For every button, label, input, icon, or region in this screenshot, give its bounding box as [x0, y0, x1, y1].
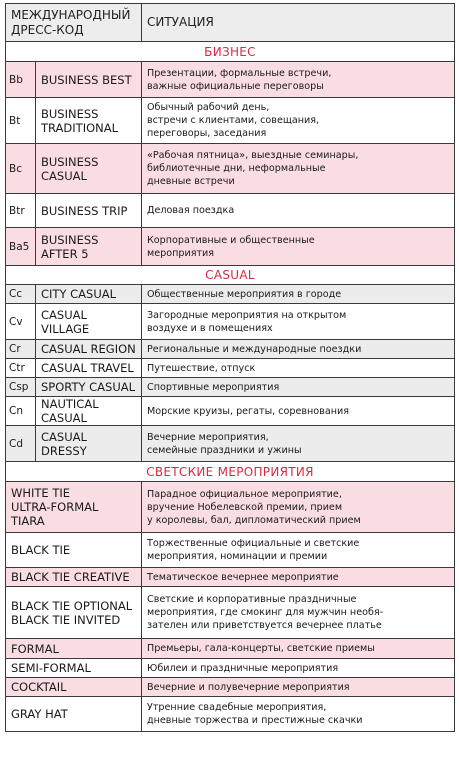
section-title: СВЕТСКИЕ МЕРОПРИЯТИЯ: [6, 462, 455, 482]
dress-code-name: SEMI-FORMAL: [6, 659, 142, 678]
dress-code-name: BUSINESS AFTER 5: [36, 228, 142, 266]
dress-code-name: BLACK TIE OPTIONAL BLACK TIE INVITED: [6, 587, 142, 639]
table-row: [6, 697, 455, 732]
situation-description: Общественные мероприятия в городе: [142, 285, 455, 304]
dress-code-abbrev: Cd: [6, 426, 36, 462]
situation-description: Морские круизы, регаты, соревнования: [142, 397, 455, 426]
situation-description: Спортивные мероприятия: [142, 378, 455, 397]
dress-code-name: NAUTICAL CASUAL: [36, 397, 142, 426]
dress-code-abbrev: Ctr: [6, 359, 36, 378]
dress-code-name: CASUAL DRESSY: [36, 426, 142, 462]
dress-code-abbrev: Csp: [6, 378, 36, 397]
dress-code-table: [5, 3, 455, 732]
table-row: [6, 659, 455, 678]
dress-code-abbrev: Bb: [6, 62, 36, 98]
situation-description: Корпоративные и общественные мероприятия: [142, 228, 455, 266]
table-row: [6, 639, 455, 659]
section-title: CASUAL: [6, 266, 455, 285]
table-row: [6, 426, 455, 462]
table-row: [6, 62, 455, 98]
situation-description: Премьеры, гала-концерты, светские приемы: [142, 639, 455, 659]
situation-description: Парадное официальное мероприятие, вручение Нобелевской премии, прием у королевы, бал, дипломатический прием: [142, 482, 455, 533]
situation-description: Региональные и международные поездки: [142, 340, 455, 359]
dress-code-name: BUSINESS TRIP: [36, 194, 142, 228]
situation-description: Утренние свадебные мероприятия, дневные торжества и престижные скачки: [142, 697, 455, 732]
dress-code-name: WHITE TIE ULTRA-FORMAL TIARA: [6, 482, 142, 533]
table-row: [6, 340, 455, 359]
dress-code-name: SPORTY CASUAL: [36, 378, 142, 397]
situation-description: Тематическое вечернее мероприятие: [142, 568, 455, 587]
section-row: [6, 266, 455, 285]
table-row: [6, 568, 455, 587]
situation-description: Вечерние мероприятия, семейные праздники и ужины: [142, 426, 455, 462]
table-row: [6, 378, 455, 397]
situation-description: Загородные мероприятия на открытом воздухе и в помещениях: [142, 304, 455, 340]
table-row: [6, 285, 455, 304]
dress-code-name: CASUAL VILLAGE: [36, 304, 142, 340]
dress-code-name: BUSINESS BEST: [36, 62, 142, 98]
dress-code-abbrev: Cn: [6, 397, 36, 426]
table-row: [6, 678, 455, 697]
dress-code-name: BLACK TIE: [6, 533, 142, 568]
table-row: [6, 482, 455, 533]
dress-code-name: CASUAL TRAVEL: [36, 359, 142, 378]
situation-description: Юбилеи и праздничные мероприятия: [142, 659, 455, 678]
dress-code-name: BLACK TIE CREATIVE: [6, 568, 142, 587]
header-situation: СИТУАЦИЯ: [142, 4, 455, 42]
table-row: [6, 98, 455, 144]
dress-code-name: BUSINESS CASUAL: [36, 144, 142, 194]
table-row: [6, 359, 455, 378]
table-row: [6, 304, 455, 340]
header-dress-code: МЕЖДУНАРОДНЫЙ ДРЕСС-КОД: [6, 4, 142, 42]
table-header-row: [6, 4, 455, 42]
table-row: [6, 587, 455, 639]
dress-code-name: COCKTAIL: [6, 678, 142, 697]
situation-description: Путешествие, отпуск: [142, 359, 455, 378]
situation-description: Презентации, формальные встречи, важные официальные переговоры: [142, 62, 455, 98]
table-row: [6, 533, 455, 568]
dress-code-abbrev: Bc: [6, 144, 36, 194]
situation-description: Торжественные официальные и светские мероприятия, номинации и премии: [142, 533, 455, 568]
section-row: [6, 462, 455, 482]
dress-code-name: FORMAL: [6, 639, 142, 659]
situation-description: Обычный рабочий день, встречи с клиентами, совещания, переговоры, заседания: [142, 98, 455, 144]
dress-code-name: GRAY HAT: [6, 697, 142, 732]
dress-code-abbrev: Ba5: [6, 228, 36, 266]
table-row: [6, 228, 455, 266]
dress-code-abbrev: Btr: [6, 194, 36, 228]
dress-code-abbrev: Bt: [6, 98, 36, 144]
section-row: [6, 42, 455, 62]
dress-code-abbrev: Cr: [6, 340, 36, 359]
dress-code-name: BUSINESS TRADITIONAL: [36, 98, 142, 144]
dress-code-abbrev: Cc: [6, 285, 36, 304]
situation-description: Светские и корпоративные праздничные мероприятия, где смокинг для мужчин необя- зателен или приветствуется вечернее платье: [142, 587, 455, 639]
table-row: [6, 397, 455, 426]
dress-code-abbrev: Cv: [6, 304, 36, 340]
table-row: [6, 144, 455, 194]
section-title: БИЗНЕС: [6, 42, 455, 62]
situation-description: Деловая поездка: [142, 194, 455, 228]
dress-code-name: CITY CASUAL: [36, 285, 142, 304]
dress-code-name: CASUAL REGION: [36, 340, 142, 359]
situation-description: Вечерние и полувечерние мероприятия: [142, 678, 455, 697]
table-row: [6, 194, 455, 228]
situation-description: «Рабочая пятница», выездные семинары, библиотечные дни, неформальные дневные встречи: [142, 144, 455, 194]
